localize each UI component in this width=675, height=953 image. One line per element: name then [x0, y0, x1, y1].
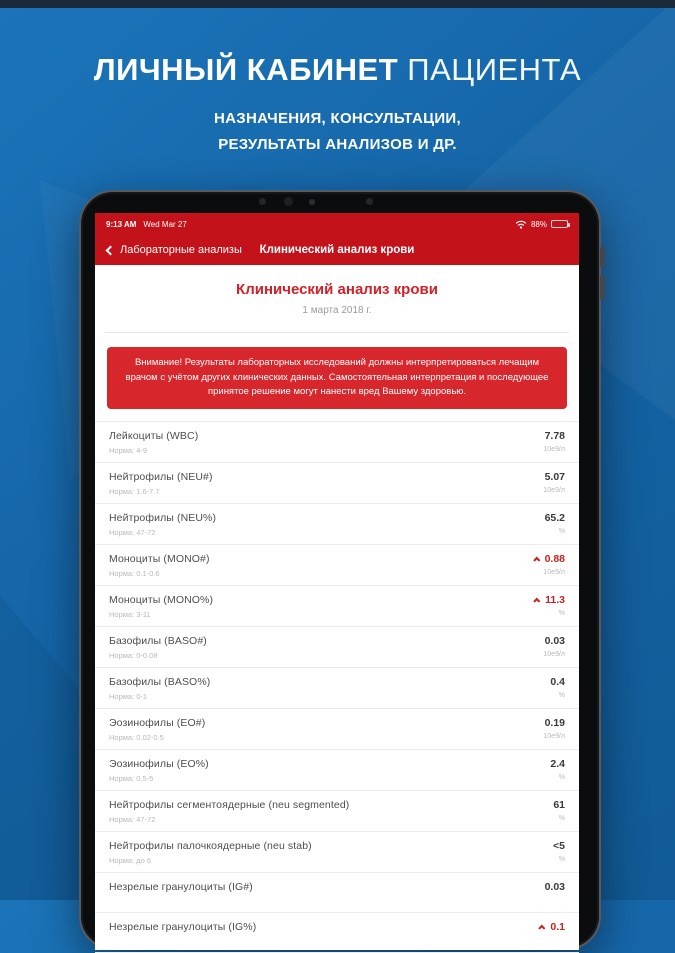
result-norm: Норма: 1.6-7.7 [109, 487, 160, 497]
result-value: 0.19 [544, 717, 565, 730]
wifi-icon [515, 220, 527, 229]
result-name: Нейтрофилы палочкоядерные (neu stab) [109, 840, 312, 853]
result-name: Базофилы (BASO#) [109, 635, 207, 648]
result-row [95, 709, 579, 750]
result-unit: % [558, 856, 565, 864]
result-value: <5 [553, 840, 565, 853]
result-name: Незрелые гранулоциты (IG#) [109, 881, 253, 894]
result-row [95, 586, 579, 627]
result-name: Эозинофилы (EO%) [109, 758, 209, 771]
result-value: 2.4 [550, 758, 565, 771]
result-norm: Норма: 0.5-5 [109, 774, 154, 784]
result-row [95, 627, 579, 668]
result-value: 7.78 [544, 430, 565, 443]
result-norm: Норма: 0-0.08 [109, 651, 158, 661]
report-body[interactable] [95, 265, 579, 953]
result-unit: 10e9/л [543, 651, 565, 659]
result-unit: % [558, 528, 565, 536]
result-name: Незрелые гранулоциты (IG%) [109, 921, 257, 934]
result-row [95, 832, 579, 873]
result-value: 0.03 [544, 635, 565, 648]
volume-up-button [600, 246, 605, 268]
result-value: 65.2 [544, 512, 565, 525]
result-norm: Норма: 0.02-0.5 [109, 733, 164, 743]
result-norm: Норма: 3-11 [109, 610, 151, 620]
battery-percent: 88% [530, 219, 547, 229]
page-title [0, 52, 675, 88]
result-value: 0.88 [535, 553, 565, 565]
report-date: 1 марта 2018 г. [302, 305, 372, 316]
back-chevron-icon [106, 245, 116, 255]
result-unit: 10e9/л [543, 733, 565, 741]
subtitle-line-2: РЕЗУЛЬТАТЫ АНАЛИЗОВ И ДР. [218, 136, 457, 153]
arrow-up-icon [539, 925, 546, 932]
result-value: 0.4 [550, 676, 565, 689]
back-button[interactable] [107, 244, 242, 256]
front-camera-icon [284, 197, 293, 206]
hero-banner [0, 52, 675, 158]
report-title: Клинический анализ крови [236, 281, 438, 298]
result-row [95, 504, 579, 545]
page-subtitle [0, 106, 675, 158]
result-row [95, 422, 579, 463]
result-norm: Норма: 47-72 [109, 815, 156, 825]
result-unit: % [558, 815, 565, 823]
result-name: Базофилы (BASO%) [109, 676, 211, 689]
page-title-light: ПАЦИЕНТА [398, 52, 582, 87]
arrow-up-icon [533, 598, 540, 605]
result-value: 11.3 [535, 594, 565, 606]
result-row [95, 791, 579, 832]
battery-icon [551, 220, 568, 228]
result-row [95, 545, 579, 586]
result-norm: Норма: 47-72 [109, 528, 156, 538]
result-name: Нейтрофилы сегментоядерные (neu segmented) [109, 799, 350, 812]
status-date: Wed Mar 27 [143, 219, 187, 229]
results-list[interactable] [95, 421, 579, 953]
status-time-date [106, 220, 194, 229]
nav-bar [95, 235, 579, 265]
result-row [95, 913, 579, 953]
status-bar [95, 213, 579, 235]
result-row [95, 750, 579, 791]
result-row [95, 463, 579, 504]
result-name: Лейкоциты (WBC) [109, 430, 199, 443]
result-unit: 10e9/л [543, 446, 565, 454]
front-camera-icon [309, 199, 315, 205]
arrow-up-icon [533, 557, 540, 564]
front-camera-icon [366, 198, 373, 205]
result-value: 0.03 [544, 881, 565, 894]
result-value: 0.1 [540, 921, 565, 933]
result-unit: % [558, 610, 565, 618]
front-camera-icon [259, 198, 266, 205]
result-unit: % [558, 692, 565, 700]
result-unit: 10e9/л [543, 487, 565, 495]
result-name: Нейтрофилы (NEU%) [109, 512, 217, 525]
back-button-label: Лабораторные анализы [120, 244, 242, 256]
page-title-bold: ЛИЧНЫЙ КАБИНЕТ [93, 52, 399, 87]
status-indicators [515, 220, 568, 229]
divider [105, 332, 569, 333]
volume-down-button [600, 274, 605, 300]
nav-title: Клинический анализ крови [259, 244, 415, 256]
top-dark-strip [0, 0, 675, 8]
result-norm: Норма: до 6 [109, 856, 152, 866]
result-unit: 10e9/л [543, 569, 565, 577]
result-name: Моноциты (MONO#) [109, 553, 210, 566]
result-value: 5.07 [544, 471, 565, 484]
result-row [95, 873, 579, 913]
warning-box: Внимание! Результаты лабораторных исследований должны интерпретироваться лечащим врачом с учётом других клинических данных. Самостоятельная интерпретация и последующее принятое решение могут нанести вред Вашему здоровью. [107, 347, 567, 409]
result-row [95, 668, 579, 709]
result-name: Эозинофилы (EO#) [109, 717, 206, 730]
tablet-mockup [79, 190, 601, 950]
result-unit: % [558, 774, 565, 782]
subtitle-line-1: НАЗНАЧЕНИЯ, КОНСУЛЬТАЦИИ, [214, 110, 461, 127]
result-norm: Норма: 0-1 [109, 692, 148, 702]
status-time: 9:13 AM [106, 219, 137, 229]
result-norm: Норма: 0.1-0.6 [109, 569, 160, 579]
result-norm: Норма: 4-9 [109, 446, 148, 456]
tablet-screen [95, 213, 579, 950]
result-name: Нейтрофилы (NEU#) [109, 471, 213, 484]
result-value: 61 [553, 799, 565, 812]
result-name: Моноциты (MONO%) [109, 594, 214, 607]
